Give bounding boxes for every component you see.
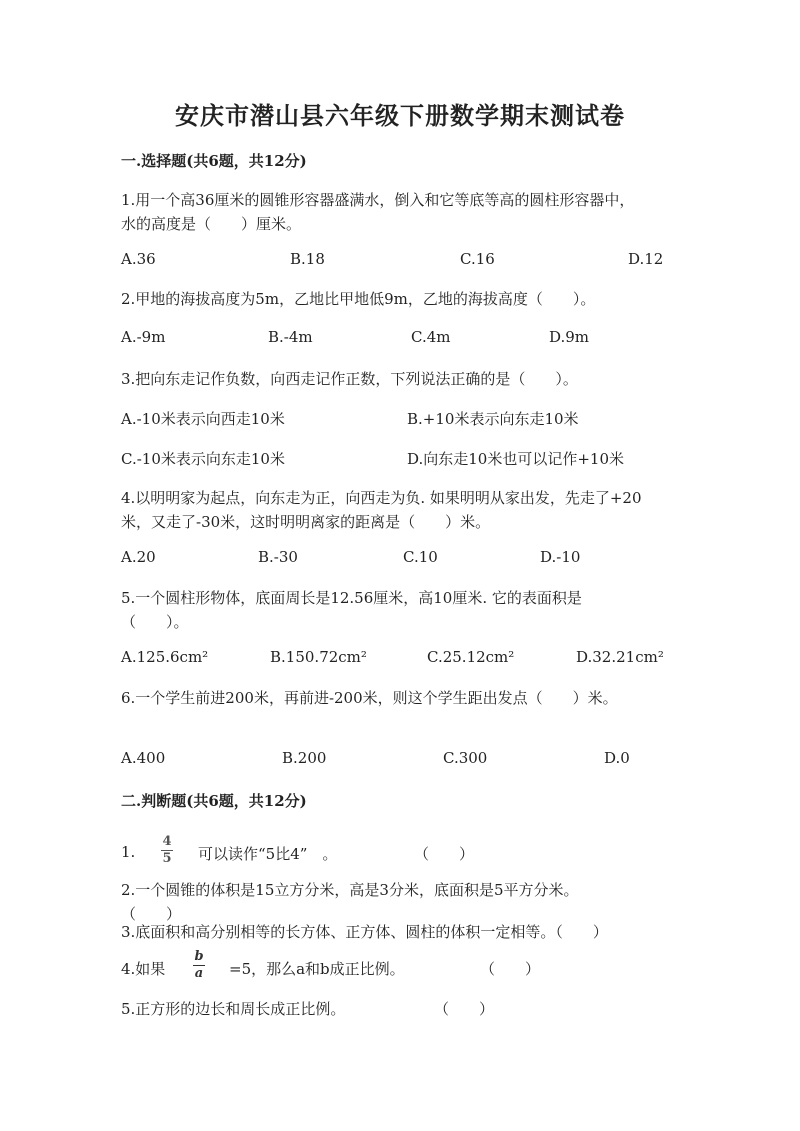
question-6: 6.一个学生前进200米，再前进-200米，则这个学生距出发点（ ）米。: [121, 689, 618, 707]
fraction-denominator: 5: [162, 851, 172, 866]
option-b: B.-4m: [268, 328, 313, 346]
question-5: [121, 586, 582, 634]
judgment-4-text: =5，那么a和b成正比例。: [229, 960, 405, 978]
option-b: B.150.72cm²: [270, 648, 367, 666]
option-b: B.-30: [258, 548, 298, 566]
page-title: 安庆市潜山县六年级下册数学期末测试卷: [175, 101, 625, 130]
option-b: B.200: [282, 749, 327, 767]
fraction-denominator: a: [194, 966, 204, 981]
option-d: D.32.21cm²: [576, 648, 664, 666]
option-c: C.4m: [411, 328, 451, 346]
question-text: 1.用一个高36厘米的圆锥形容器盛满水，倒入和它等底等高的圆柱形容器中，: [121, 191, 635, 209]
question-3: 3.把向东走记作负数，向西走记作正数，下列说法正确的是（ ）。: [121, 370, 578, 388]
option-d: D.9m: [549, 328, 590, 346]
option-d: D.12: [628, 250, 664, 268]
section-heading-judgment: 二.判断题(共6题，共12分): [121, 792, 307, 810]
option-c: C.16: [460, 250, 495, 268]
answer-blank: （ ）: [480, 960, 541, 978]
judgment-2: [121, 878, 579, 926]
question-text: 水的高度是（ ）厘米。: [121, 215, 302, 233]
option-a: A.20: [121, 548, 156, 566]
option-c: C.300: [443, 749, 488, 767]
question-text: 4.以明明家为起点，向东走为正，向西走为负. 如果明明从家出发，先走了+20: [121, 489, 642, 507]
judgment-4-prefix: 4.如果: [121, 960, 166, 978]
answer-blank: （ ）: [121, 905, 182, 923]
question-4: [121, 486, 642, 534]
option-d: D.-10: [540, 548, 581, 566]
section-heading-choice: 一.选择题(共6题，共12分): [121, 152, 307, 170]
option-a: A.125.6cm²: [121, 648, 209, 666]
fraction: [193, 950, 205, 981]
question-1: [121, 188, 634, 236]
option-c: C.-10米表示向东走10米: [121, 450, 285, 468]
answer-blank: （ ）: [414, 845, 475, 863]
judgment-3: 3.底面积和高分别相等的长方体、正方体、圆柱的体积一定相等。（ ）: [121, 923, 608, 941]
option-c: C.10: [403, 548, 438, 566]
option-d: D.0: [604, 749, 630, 767]
question-text: 2.一个圆锥的体积是15立方分米，高是3分米，底面积是5平方分米。: [121, 881, 579, 899]
judgment-5-text: 5.正方形的边长和周长成正比例。: [121, 1000, 346, 1018]
option-d: D.向东走10米也可以记作+10米: [407, 450, 625, 468]
judgment-1-text: 可以读作“5比4” 。: [198, 845, 338, 863]
question-text: （ ）。: [121, 613, 189, 631]
fraction: [161, 835, 173, 866]
option-a: A.-10米表示向西走10米: [121, 410, 285, 428]
question-2: 2.甲地的海拔高度为5m，乙地比甲地低9m，乙地的海拔高度（ ）。: [121, 290, 596, 308]
fraction-numerator: 4: [162, 834, 172, 849]
option-a: A.-9m: [121, 328, 166, 346]
fraction-numerator: b: [194, 949, 204, 964]
option-b: B.+10米表示向东走10米: [407, 410, 579, 428]
question-text: 5.一个圆柱形物体，底面周长是12.56厘米，高10厘米. 它的表面积是: [121, 589, 582, 607]
option-c: C.25.12cm²: [427, 648, 515, 666]
option-b: B.18: [290, 250, 325, 268]
option-a: A.400: [121, 749, 166, 767]
question-text: 米，又走了-30米，这时明明离家的距离是（ ）米。: [121, 513, 491, 531]
answer-blank: （ ）: [434, 1000, 495, 1018]
judgment-1-number: 1.: [121, 843, 136, 861]
option-a: A.36: [121, 250, 156, 268]
